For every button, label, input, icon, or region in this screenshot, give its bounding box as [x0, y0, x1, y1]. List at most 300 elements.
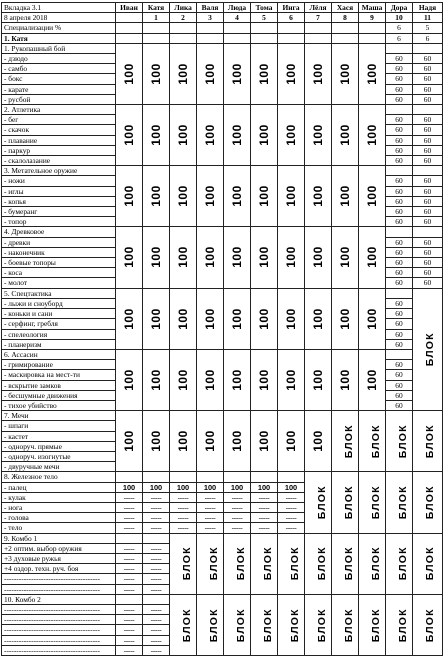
section-title: 6. Ассасин [2, 349, 116, 359]
skill-label: - маскировка на мест-ти [2, 370, 116, 380]
score-value: 100 [278, 482, 305, 492]
nadya-value: 60 [413, 196, 443, 206]
block-label: БЛОК [234, 607, 247, 642]
dash-value: ----- [143, 584, 170, 594]
dora-value: 60 [386, 145, 413, 155]
dora-value: 60 [386, 400, 413, 410]
dora-value: 60 [386, 237, 413, 247]
score-cell [116, 43, 143, 104]
block-label: БЛОК [369, 424, 382, 459]
dash-value: ----- [116, 543, 143, 553]
skill-label: - голова [2, 513, 116, 523]
spec-value-6 [251, 23, 278, 33]
score-cell [170, 288, 197, 349]
skill-label: +4 оздор. техн. руч. боя [2, 564, 116, 574]
cell [386, 288, 413, 298]
dash-value: ----- [224, 513, 251, 523]
person-label: 1. Катя [2, 33, 116, 43]
spec-value-3 [170, 23, 197, 33]
skill-label: - тихое убийство [2, 400, 116, 410]
skill-label: - дзюдо [2, 54, 116, 64]
score-cell [278, 105, 305, 166]
block-label: БЛОК [342, 424, 355, 459]
nadya-value: 60 [413, 64, 443, 74]
dash-value: ----- [116, 502, 143, 512]
block-cell [413, 472, 443, 533]
dash-value: ----- [116, 635, 143, 645]
nadya-value: 60 [413, 176, 443, 186]
score-cell [332, 349, 359, 410]
score-cell [197, 43, 224, 104]
cell [386, 349, 413, 359]
score-cell [278, 411, 305, 472]
dash-value: ----- [197, 513, 224, 523]
column-number-1 [116, 13, 143, 23]
score-cell [116, 288, 143, 349]
dash-value: ----- [224, 502, 251, 512]
score-label: 100 [338, 369, 352, 391]
column-header-3: Лика [170, 3, 197, 13]
dora-value: 60 [386, 247, 413, 257]
skill-label: --------------------------------------- [2, 625, 116, 635]
score-label: 100 [230, 124, 244, 146]
column-number-11: 10 [386, 13, 413, 23]
score-label: 100 [149, 124, 163, 146]
score-label: 100 [338, 185, 352, 208]
score-label: 100 [257, 430, 271, 452]
cell [413, 105, 443, 115]
score-cell [305, 227, 332, 288]
block-label: БЛОК [423, 546, 436, 581]
score-cell [251, 105, 278, 166]
score-label: 100 [365, 246, 379, 269]
column-header-6: Тома [251, 3, 278, 13]
skill-label: - бесшумные движения [2, 390, 116, 400]
cell [413, 227, 443, 237]
score-label: 100 [176, 185, 190, 208]
score-label: 100 [284, 307, 298, 330]
score-cell [116, 105, 143, 166]
score-label: 100 [203, 430, 217, 452]
score-label: 100 [257, 63, 271, 85]
score-cell [359, 349, 386, 410]
skill-label: - плавание [2, 135, 116, 145]
skill-label: - самбо [2, 64, 116, 74]
dora-value: 60 [386, 278, 413, 288]
dora-value: 60 [386, 329, 413, 339]
skill-label: +3 духовые ружья [2, 553, 116, 563]
score-label: 100 [311, 246, 325, 269]
sheet-title: Вкладка 3.1 [2, 3, 116, 13]
skill-label: - карате [2, 84, 116, 94]
block-cell [413, 594, 443, 655]
skill-label: - коса [2, 268, 116, 278]
block-cell [413, 411, 443, 472]
score-label: 100 [311, 430, 325, 452]
person-cell [278, 33, 305, 43]
dash-value: ----- [143, 604, 170, 614]
block-label: БЛОК [423, 485, 436, 520]
score-label: 100 [257, 246, 271, 269]
dash-value: ----- [251, 513, 278, 523]
score-cell [143, 105, 170, 166]
score-label: 100 [311, 185, 325, 208]
score-label: 100 [230, 185, 244, 208]
block-label: БЛОК [396, 546, 409, 581]
dash-value: ----- [143, 574, 170, 584]
dora-value: 60 [386, 258, 413, 268]
person-cell [170, 33, 197, 43]
block-cell [224, 533, 251, 594]
block-label: БЛОК [315, 607, 328, 642]
dash-value: ----- [143, 625, 170, 635]
dash-value: ----- [143, 564, 170, 574]
section-title: 4. Древковое [2, 227, 116, 237]
score-label: 100 [230, 430, 244, 452]
skill-label: - кулак [2, 492, 116, 502]
score-cell [143, 227, 170, 288]
cell [143, 472, 170, 482]
dora-value: 60 [386, 309, 413, 319]
score-label: 100 [149, 369, 163, 391]
skill-label: - бег [2, 115, 116, 125]
skill-label: - шпаги [2, 421, 116, 431]
nadya-value: 60 [413, 74, 443, 84]
column-number-2: 1 [143, 13, 170, 23]
score-cell [278, 166, 305, 227]
dash-value: ----- [116, 523, 143, 533]
column-header-4: Валя [197, 3, 224, 13]
score-cell [170, 227, 197, 288]
score-cell [332, 227, 359, 288]
dash-value: ----- [143, 645, 170, 655]
block-label: БЛОК [342, 607, 355, 642]
skill-label: - копья [2, 196, 116, 206]
column-header-10: Маша [359, 3, 386, 13]
score-label: 100 [122, 124, 136, 146]
block-label: БЛОК [342, 546, 355, 581]
block-cell [197, 533, 224, 594]
score-cell [116, 166, 143, 227]
cell [143, 594, 170, 604]
skill-label: --------------------------------------- [2, 615, 116, 625]
score-cell [305, 166, 332, 227]
dora-value: 60 [386, 339, 413, 349]
dora-value: 60 [386, 298, 413, 308]
block-cell [359, 411, 386, 472]
score-label: 100 [311, 124, 325, 146]
skill-label: --------------------------------------- [2, 635, 116, 645]
person-cell [332, 33, 359, 43]
dash-value: ----- [116, 564, 143, 574]
block-label: БЛОК [288, 546, 301, 581]
dora-value: 60 [386, 156, 413, 166]
dash-value: ----- [251, 523, 278, 533]
score-cell [170, 166, 197, 227]
cell [386, 105, 413, 115]
person-cell [197, 33, 224, 43]
score-label: 100 [176, 307, 190, 330]
cell [386, 166, 413, 176]
score-cell [305, 105, 332, 166]
dora-value: 60 [386, 176, 413, 186]
skill-label: - лыжи и сноуборд [2, 298, 116, 308]
person-cell [224, 33, 251, 43]
score-label: 100 [257, 307, 271, 330]
cell [386, 43, 413, 53]
block-cell [359, 533, 386, 594]
cell [116, 472, 143, 482]
column-number-12: 11 [413, 13, 443, 23]
score-label: 100 [176, 430, 190, 452]
score-cell [305, 411, 332, 472]
column-header-2: Катя [143, 3, 170, 13]
score-cell [251, 411, 278, 472]
block-cell [413, 533, 443, 594]
spec-value-8 [305, 23, 332, 33]
score-cell [170, 411, 197, 472]
skill-label: - коньки и сани [2, 309, 116, 319]
skill-label: - спелеология [2, 329, 116, 339]
score-label: 100 [257, 369, 271, 391]
score-cell [224, 105, 251, 166]
skill-label: --------------------------------------- [2, 574, 116, 584]
skill-label: --------------------------------------- [2, 604, 116, 614]
score-label: 100 [203, 63, 217, 85]
score-label: 100 [122, 307, 136, 330]
block-label: БЛОК [423, 607, 436, 642]
spec-value-12: 5 [413, 23, 443, 33]
score-cell [251, 166, 278, 227]
person-cell [143, 33, 170, 43]
block-label: БЛОК [261, 607, 274, 642]
dash-value: ----- [116, 645, 143, 655]
nadya-value: 60 [413, 258, 443, 268]
score-cell [251, 227, 278, 288]
cell [170, 472, 197, 482]
skill-label: +2 оптим. выбор оружия [2, 543, 116, 553]
dora-value: 60 [386, 74, 413, 84]
score-cell [224, 43, 251, 104]
person-dora: 6 [386, 33, 413, 43]
skill-label: - серфинг, гребля [2, 319, 116, 329]
score-label: 100 [284, 185, 298, 208]
dash-value: ----- [143, 615, 170, 625]
dash-value: ----- [116, 604, 143, 614]
skill-label: - двуручные мечи [2, 462, 116, 472]
score-label: 100 [365, 307, 379, 330]
score-cell [116, 349, 143, 410]
block-label: БЛОК [315, 546, 328, 581]
skill-label: - скачок [2, 125, 116, 135]
score-cell [305, 288, 332, 349]
score-label: 100 [203, 307, 217, 330]
skill-label: - нога [2, 502, 116, 512]
nadya-value: 60 [413, 247, 443, 257]
score-cell [359, 288, 386, 349]
score-label: 100 [230, 307, 244, 330]
spec-value-2 [143, 23, 170, 33]
block-label: БЛОК [396, 485, 409, 520]
cell [413, 166, 443, 176]
score-cell [197, 288, 224, 349]
dash-value: ----- [116, 574, 143, 584]
skill-label: - одноруч. изогнутые [2, 451, 116, 461]
dash-value: ----- [170, 502, 197, 512]
column-header-12: Надя [413, 3, 443, 13]
skill-label: - молот [2, 278, 116, 288]
cell [413, 43, 443, 53]
dora-value: 60 [386, 115, 413, 125]
cell [197, 472, 224, 482]
block-cell [386, 594, 413, 655]
score-cell [332, 43, 359, 104]
dash-value: ----- [224, 523, 251, 533]
nadya-value: 60 [413, 278, 443, 288]
section-title: 1. Рукопашный бой [2, 43, 116, 53]
block-cell [224, 594, 251, 655]
block-cell [332, 472, 359, 533]
dora-value: 60 [386, 360, 413, 370]
section-title: 7. Мечи [2, 411, 116, 421]
score-cell [278, 43, 305, 104]
dash-value: ----- [143, 635, 170, 645]
score-label: 100 [203, 185, 217, 208]
dash-value: ----- [170, 492, 197, 502]
column-number-5: 4 [224, 13, 251, 23]
dash-value: ----- [197, 523, 224, 533]
skill-label: - иглы [2, 186, 116, 196]
sheet-date: 8 апреля 2018 [2, 13, 116, 23]
block-cell [359, 472, 386, 533]
score-label: 100 [365, 185, 379, 208]
block-cell [386, 533, 413, 594]
dash-value: ----- [197, 492, 224, 502]
column-number-6: 5 [251, 13, 278, 23]
score-cell [170, 349, 197, 410]
dash-value: ----- [143, 543, 170, 553]
dora-value: 60 [386, 54, 413, 64]
block-cell [278, 533, 305, 594]
score-label: 100 [176, 246, 190, 269]
spec-value-9 [332, 23, 359, 33]
block-label: БЛОК [180, 546, 193, 581]
skill-label: - бокс [2, 74, 116, 84]
block-cell [197, 594, 224, 655]
dash-value: ----- [143, 492, 170, 502]
dash-value: ----- [143, 502, 170, 512]
block-label: БЛОК [369, 607, 382, 642]
spec-value-7 [278, 23, 305, 33]
column-number-4: 3 [197, 13, 224, 23]
skill-label: - скалолазание [2, 156, 116, 166]
skill-label: - боевые топоры [2, 258, 116, 268]
skills-table [1, 2, 443, 656]
score-cell [332, 166, 359, 227]
dora-value: 60 [386, 217, 413, 227]
cell [116, 533, 143, 543]
score-label: 100 [122, 430, 136, 452]
score-cell [143, 349, 170, 410]
score-cell [359, 166, 386, 227]
nadya-value: 60 [413, 186, 443, 196]
column-number-3: 2 [170, 13, 197, 23]
score-label: 100 [284, 430, 298, 452]
block-label: БЛОК [342, 485, 355, 520]
score-label: 100 [149, 430, 163, 452]
nadya-value: 60 [413, 217, 443, 227]
dash-value: ----- [116, 553, 143, 563]
score-label: 100 [122, 369, 136, 391]
block-cell [251, 594, 278, 655]
nadya-value: 60 [413, 207, 443, 217]
person-cell [251, 33, 278, 43]
score-label: 100 [257, 124, 271, 146]
score-cell [224, 288, 251, 349]
block-label: БЛОК [369, 546, 382, 581]
score-cell [359, 227, 386, 288]
nadya-value: 60 [413, 145, 443, 155]
score-cell [170, 43, 197, 104]
nadya-value: 60 [413, 237, 443, 247]
skill-label: --------------------------------------- [2, 645, 116, 655]
score-cell [143, 166, 170, 227]
block-cell [170, 533, 197, 594]
skill-label: - вскрытие замков [2, 380, 116, 390]
score-cell [197, 349, 224, 410]
block-label: БЛОК [261, 546, 274, 581]
column-number-10: 9 [359, 13, 386, 23]
score-label: 100 [284, 63, 298, 85]
skill-label: - ножи [2, 176, 116, 186]
score-value: 100 [170, 482, 197, 492]
nadya-value: 60 [413, 84, 443, 94]
skill-label: - палец [2, 482, 116, 492]
cell [386, 227, 413, 237]
column-header-1: Иван [116, 3, 143, 13]
score-label: 100 [122, 185, 136, 208]
score-label: 100 [365, 369, 379, 391]
section-title: 9. Комбо 1 [2, 533, 116, 543]
score-label: 100 [176, 63, 190, 85]
score-cell [251, 43, 278, 104]
score-label: 100 [284, 369, 298, 391]
nadya-value: 60 [413, 54, 443, 64]
column-header-9: Хася [332, 3, 359, 13]
block-label: БЛОК [396, 607, 409, 642]
spec-value-5 [224, 23, 251, 33]
score-label: 100 [122, 246, 136, 269]
person-nadya: 6 [413, 33, 443, 43]
skill-label: - кастет [2, 431, 116, 441]
score-cell [305, 349, 332, 410]
dora-value: 60 [386, 268, 413, 278]
cell [278, 472, 305, 482]
score-value: 100 [224, 482, 251, 492]
dash-value: ----- [278, 513, 305, 523]
score-cell [332, 288, 359, 349]
score-label: 100 [365, 63, 379, 85]
dora-value: 60 [386, 319, 413, 329]
score-label: 100 [338, 63, 352, 85]
score-label: 100 [338, 307, 352, 330]
block-cell [386, 472, 413, 533]
column-header-5: Люда [224, 3, 251, 13]
score-value: 100 [251, 482, 278, 492]
dash-value: ----- [116, 625, 143, 635]
score-cell [278, 288, 305, 349]
score-cell [224, 166, 251, 227]
